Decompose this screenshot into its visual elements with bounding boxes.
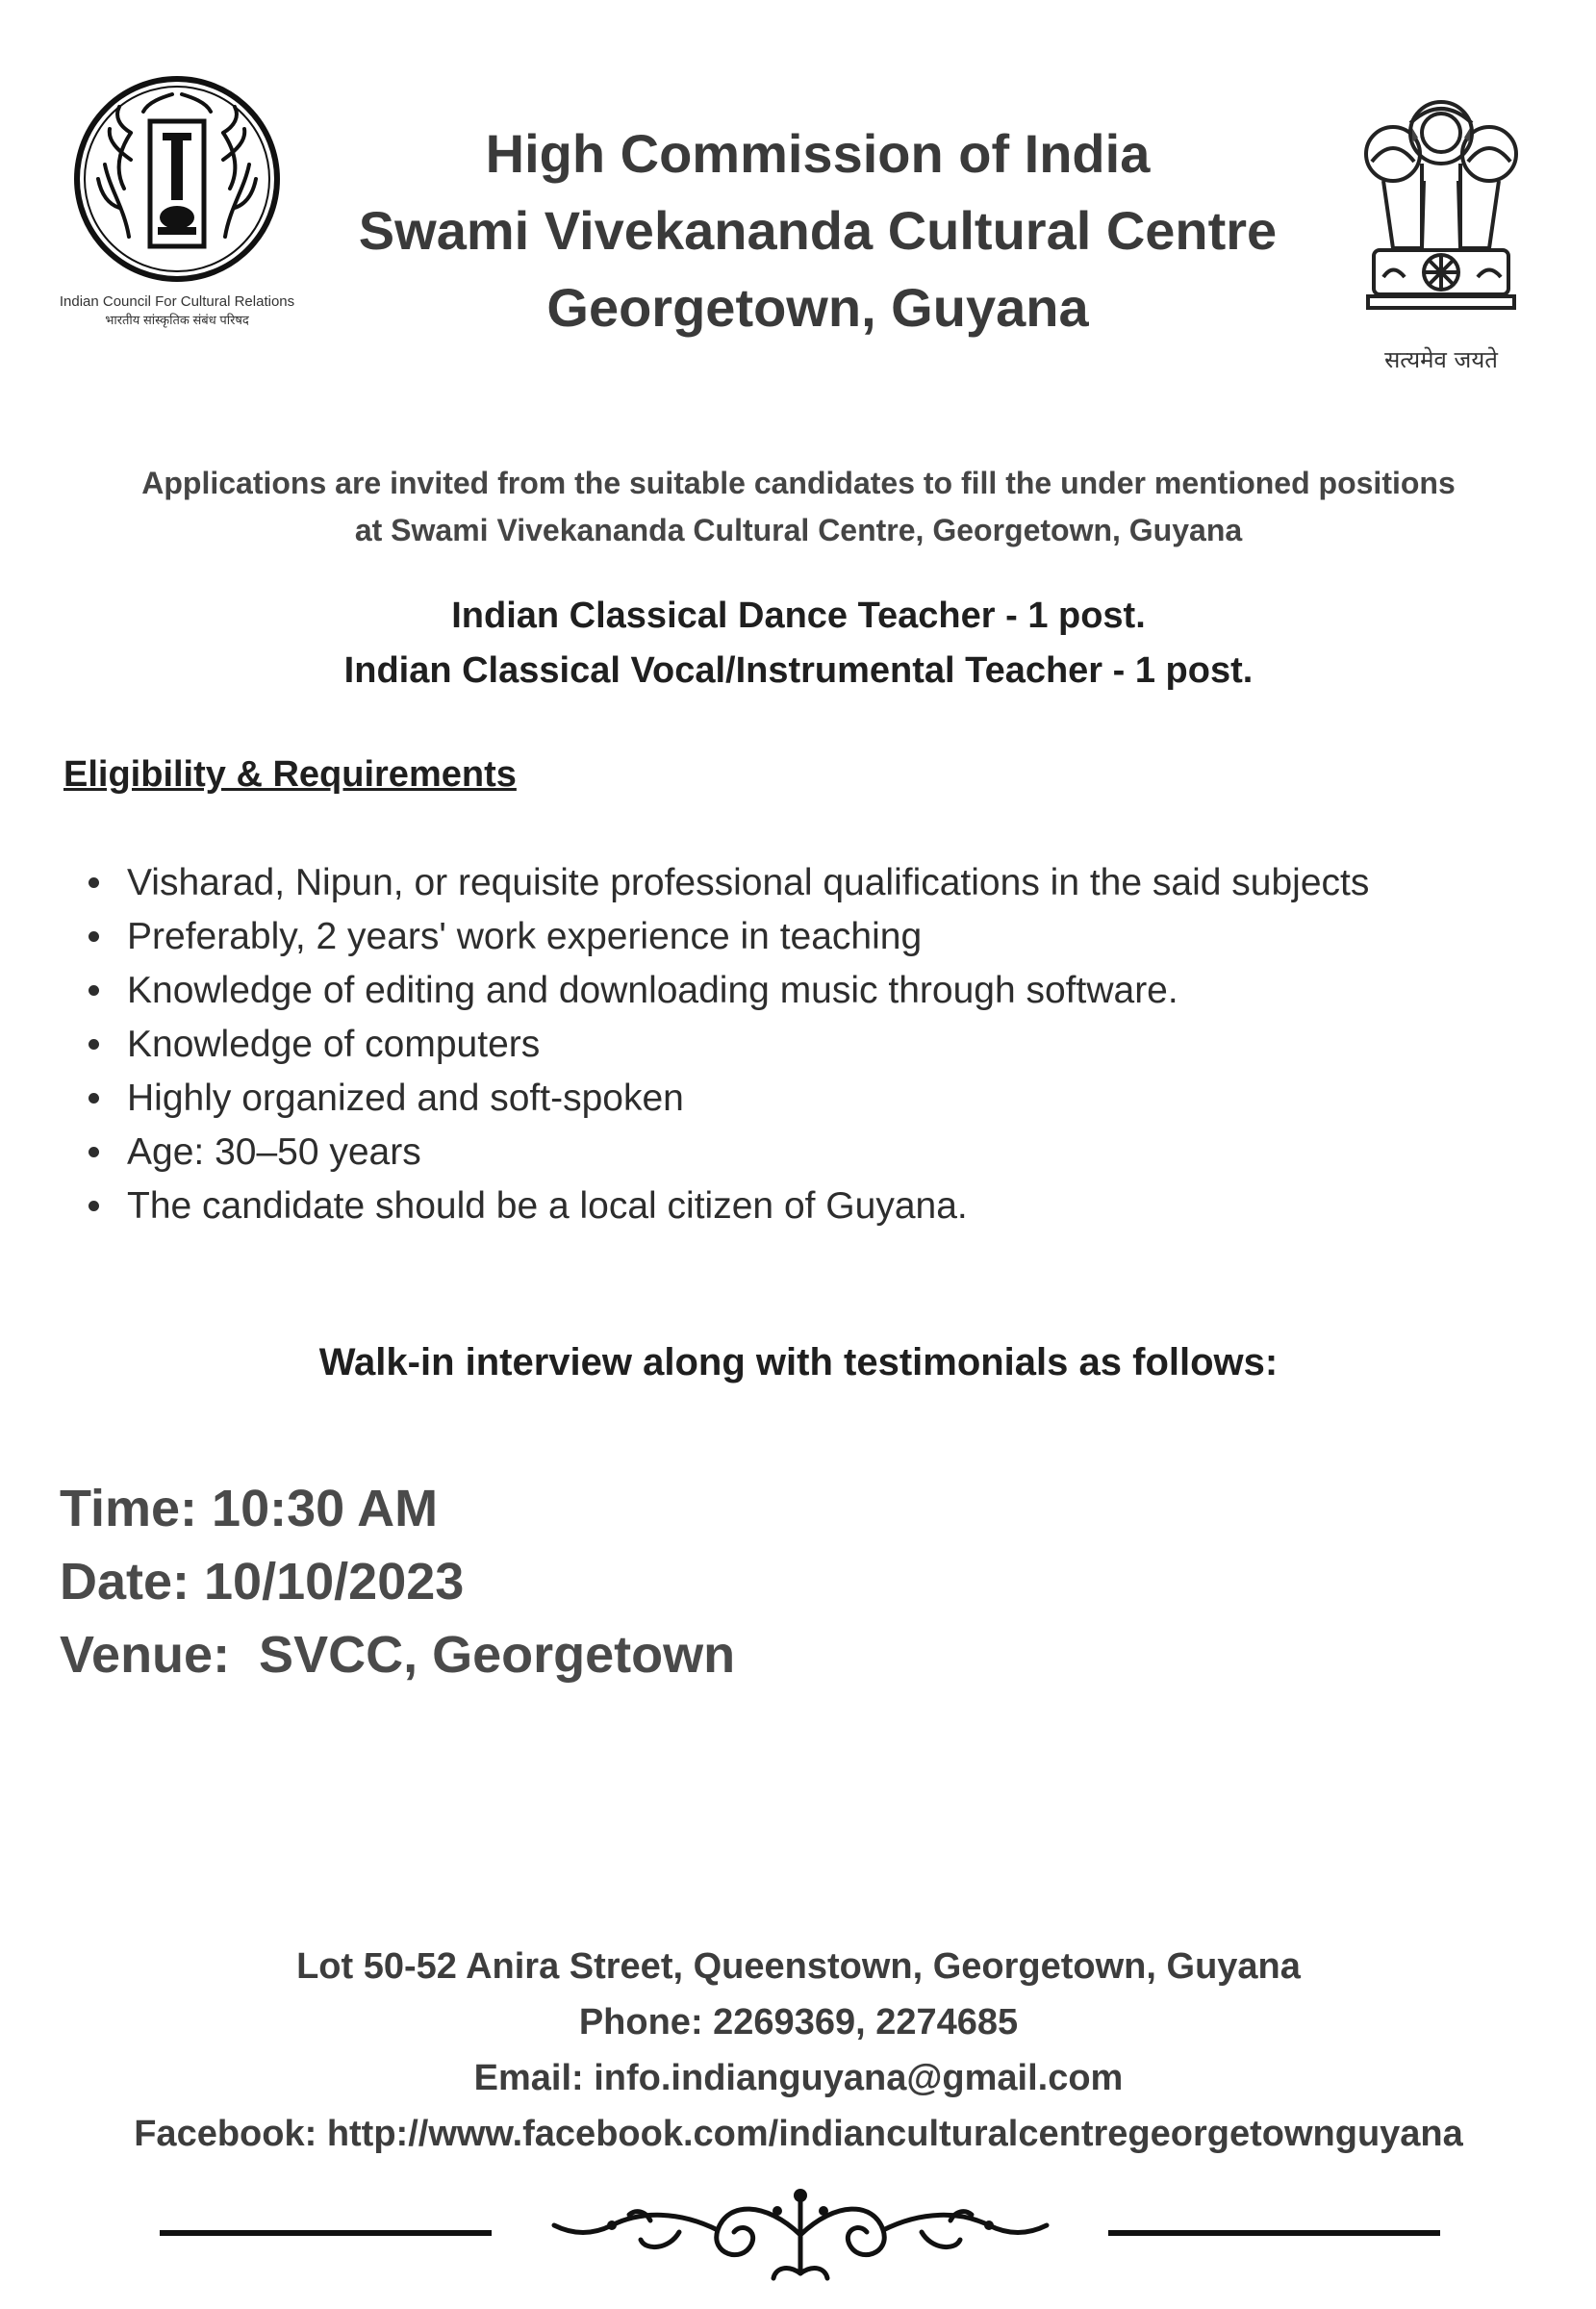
national-emblem: [1345, 85, 1537, 375]
footer-divider-left: [160, 2230, 492, 2236]
list-item: [63, 856, 1545, 910]
intro-text: [58, 460, 1539, 554]
intro-line-1: Applications are invited from the suitable candidates to fill the under mentioned positions: [141, 466, 1456, 500]
requirements-list: [63, 856, 1545, 1233]
title-line-1: High Commission of India: [485, 123, 1151, 184]
interview-venue: Venue: SVCC, Georgetown: [60, 1626, 736, 1684]
requirement-text: Preferably, 2 years' work experience in teaching: [127, 916, 923, 957]
list-item: [63, 1018, 1545, 1072]
list-item: [63, 1072, 1545, 1126]
contact-address: Lot 50-52 Anira Street, Queenstown, Georgetown, Guyana: [296, 1946, 1301, 1987]
iccr-logo: [42, 73, 312, 329]
intro-line-2: at Swami Vivekananda Cultural Centre, Georgetown, Guyana: [354, 513, 1243, 547]
list-item: [63, 910, 1545, 964]
interview-date: Date: 10/10/2023: [60, 1553, 465, 1611]
requirement-text: The candidate should be a local citizen of Guyana.: [127, 1185, 968, 1227]
scroll-ornament-icon: [535, 2182, 1066, 2288]
requirement-text: Knowledge of computers: [127, 1024, 541, 1065]
requirement-text: Knowledge of editing and downloading music through software.: [127, 970, 1178, 1011]
bullet-icon: [89, 1093, 99, 1104]
bullet-icon: [89, 1201, 99, 1211]
list-item: [63, 1126, 1545, 1180]
position-dance: Indian Classical Dance Teacher - 1 post.: [451, 596, 1146, 636]
bullet-icon: [89, 1039, 99, 1050]
emblem-motto: सत्यमेव जयते: [1384, 346, 1498, 373]
bullet-icon: [89, 931, 99, 942]
logo-caption-english: Indian Council For Cultural Relations: [59, 293, 295, 310]
requirement-text: Highly organized and soft-spoken: [127, 1078, 684, 1119]
requirement-text: Age: 30–50 years: [127, 1131, 421, 1173]
footer-divider-right: [1108, 2230, 1440, 2236]
contact-facebook[interactable]: Facebook: http://www.facebook.com/indianculturalcentregeorgetownguyana: [134, 2114, 1463, 2154]
contact-phone: Phone: 2269369, 2274685: [578, 2002, 1019, 2043]
positions-list: [58, 589, 1539, 698]
bullet-icon: [89, 877, 99, 888]
interview-time: Time: 10:30 AM: [60, 1480, 439, 1537]
title-line-3: Georgetown, Guyana: [546, 277, 1089, 338]
page-title: [308, 115, 1328, 346]
eligibility-heading: Eligibility & Requirements: [63, 754, 517, 795]
bullet-icon: [89, 985, 99, 996]
national-emblem-icon: [1355, 85, 1528, 335]
requirement-text: Visharad, Nipun, or requisite professional qualifications in the said subjects: [127, 862, 1370, 903]
list-item: [63, 1180, 1545, 1233]
logo-caption-hindi: भारतीय सांस्कृतिक संबंध परिषद: [105, 313, 249, 327]
list-item: [63, 964, 1545, 1018]
title-line-2: Swami Vivekananda Cultural Centre: [358, 200, 1278, 261]
position-vocal: Indian Classical Vocal/Instrumental Teacher - 1 post.: [343, 650, 1254, 691]
contact-email[interactable]: Email: info.indianguyana@gmail.com: [473, 2058, 1124, 2098]
interview-details: [60, 1472, 735, 1691]
walkin-heading: Walk-in interview along with testimonials as follows:: [318, 1341, 1279, 1383]
bullet-icon: [89, 1147, 99, 1157]
iccr-logo-icon: [71, 73, 283, 285]
contact-info: [29, 1939, 1568, 2162]
